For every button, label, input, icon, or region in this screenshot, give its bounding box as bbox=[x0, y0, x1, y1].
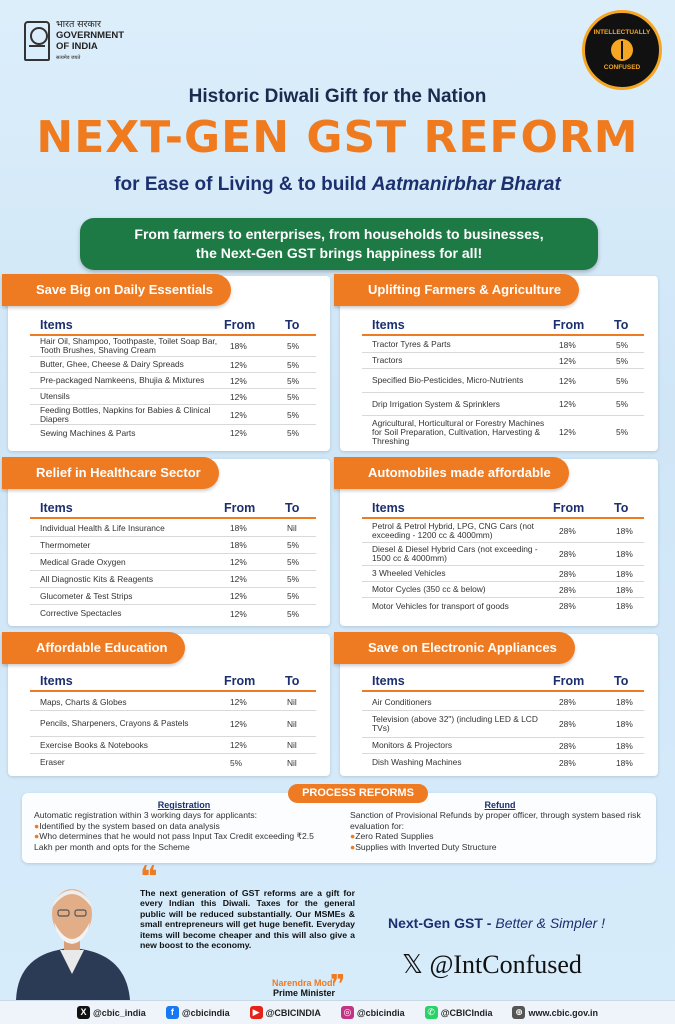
table-row bbox=[30, 711, 316, 737]
column-header-from: From bbox=[224, 501, 256, 515]
table-row bbox=[362, 416, 644, 448]
rate-from: 28% bbox=[559, 568, 576, 579]
rate-to: 5% bbox=[287, 359, 300, 370]
item-name: Television (above 32") (including LED & LCD TVs) bbox=[372, 714, 538, 733]
rate-to: 18% bbox=[616, 697, 633, 707]
rate-to: 18% bbox=[616, 757, 633, 768]
rate-from: 12% bbox=[230, 391, 247, 402]
column-headers bbox=[30, 672, 316, 692]
rate-to: 5% bbox=[287, 608, 300, 619]
section-title: Relief in Healthcare Sector bbox=[2, 457, 219, 489]
item-name: Agricultural, Horticultural or Forestry Machines for Soil Preparation, Cultivation, Harvesting & Threshing bbox=[372, 417, 545, 446]
rate-to: 18% bbox=[616, 601, 633, 611]
registration-heading: Registration bbox=[157, 800, 211, 810]
item-name: Specified Bio-Pesticides, Micro-Nutrients bbox=[372, 375, 524, 385]
process-reforms-title: PROCESS REFORMS bbox=[288, 784, 428, 803]
main-title: NEXT-GEN GST REFORM bbox=[36, 112, 639, 163]
column-header-to: To bbox=[614, 318, 629, 332]
refund-point: ●Supplies with Inverted Duty Structure bbox=[350, 841, 497, 852]
item-name: Corrective Spectacles bbox=[40, 608, 122, 618]
rate-to: 5% bbox=[616, 399, 629, 409]
column-header-from: From bbox=[553, 674, 585, 688]
table-row bbox=[30, 336, 316, 357]
item-name: Drip Irrigation System & Sprinklers bbox=[372, 398, 500, 409]
section-card bbox=[340, 276, 658, 451]
social-handle: @cbicindia bbox=[181, 1007, 230, 1018]
social-handle: @cbicindia bbox=[356, 1007, 405, 1018]
registration-point: ●Identified by the system based on data analysis bbox=[34, 820, 220, 831]
social-footer bbox=[0, 1000, 675, 1024]
column-headers bbox=[362, 672, 644, 692]
rate-from: 12% bbox=[230, 428, 247, 438]
banner-line1: From farmers to enterprises, from households to businesses, bbox=[134, 226, 544, 242]
item-name: Diesel & Diesel Hybrid Cars (not exceeding - 1500 cc & 4000mm) bbox=[372, 544, 538, 563]
column-header-items: Items bbox=[372, 318, 405, 332]
registration-block bbox=[34, 800, 334, 852]
rate-from: 12% bbox=[559, 399, 576, 409]
rate-from: 28% bbox=[559, 740, 576, 751]
quote-signer bbox=[255, 978, 335, 998]
registration-intro: Automatic registration within 3 working days for applicants: bbox=[34, 810, 258, 820]
table-row bbox=[30, 425, 316, 441]
watermark: 𝕏 @IntConfused bbox=[402, 950, 582, 979]
social-handle: @CBICIndia bbox=[440, 1007, 493, 1018]
table-row bbox=[30, 754, 316, 771]
national-emblem-icon bbox=[24, 21, 50, 61]
column-header-to: To bbox=[285, 674, 300, 688]
rate-to: 5% bbox=[287, 557, 300, 567]
pm-quote: The next generation of GST reforms are a gift for every Indian this Diwali. Taxes for the general public will be reduced substantially. Our MSMEs & small entrepreneurs will get huge benefit. Everyday items will become cheaper and this will also give a new boost to the economy. bbox=[140, 888, 355, 951]
section-card bbox=[340, 459, 658, 626]
table-row bbox=[362, 353, 644, 369]
item-name: Butter, Ghee, Cheese & Dairy Spreads bbox=[40, 359, 184, 369]
item-name: Sewing Machines & Parts bbox=[40, 427, 136, 438]
table-row bbox=[30, 737, 316, 754]
badge-bottom-text: CONFUSED bbox=[603, 64, 641, 71]
rate-to: 5% bbox=[287, 341, 300, 351]
rate-from: 12% bbox=[230, 608, 247, 619]
table-row bbox=[362, 519, 644, 543]
section-title: Automobiles made affordable bbox=[334, 457, 569, 489]
rate-to: Nil bbox=[287, 757, 297, 768]
rate-from: 12% bbox=[230, 375, 247, 386]
rate-from: 18% bbox=[230, 523, 247, 533]
item-name: Medical Grade Oxygen bbox=[40, 556, 126, 567]
rate-rows bbox=[362, 694, 644, 771]
column-header-items: Items bbox=[40, 501, 73, 515]
rate-from: 28% bbox=[559, 525, 576, 536]
rate-from: 18% bbox=[230, 341, 247, 351]
section-card bbox=[8, 459, 330, 626]
closing-tagline bbox=[388, 915, 605, 931]
table-row bbox=[30, 694, 316, 711]
section-title: Affordable Education bbox=[2, 632, 185, 664]
rate-rows bbox=[362, 519, 644, 614]
kicker-title: Historic Diwali Gift for the Nation bbox=[188, 86, 487, 107]
column-headers bbox=[30, 316, 316, 336]
subtitle-plain: for Ease of Living & to build bbox=[114, 174, 372, 195]
gov-line2: OF INDIA bbox=[56, 40, 98, 52]
rate-to: Nil bbox=[287, 718, 297, 729]
section-title: Save Big on Daily Essentials bbox=[2, 274, 231, 306]
rate-to: 5% bbox=[287, 540, 300, 550]
social-handle: @cbic_india bbox=[93, 1007, 146, 1018]
rate-from: 28% bbox=[559, 697, 576, 707]
column-header-to: To bbox=[285, 318, 300, 332]
table-row bbox=[362, 566, 644, 582]
intellectually-confused-badge bbox=[582, 10, 662, 90]
social-link[interactable] bbox=[77, 1006, 146, 1019]
column-header-from: From bbox=[553, 501, 585, 515]
tagline-italic: Better & Simpler ! bbox=[495, 915, 606, 931]
item-name: Monitors & Projectors bbox=[372, 740, 453, 750]
item-name: Maps, Charts & Globes bbox=[40, 696, 127, 707]
rate-to: 5% bbox=[616, 427, 629, 437]
item-name: Tractor Tyres & Parts bbox=[372, 339, 451, 349]
rate-from: 12% bbox=[230, 697, 247, 707]
item-name: Air Conditioners bbox=[372, 696, 432, 707]
rate-from: 28% bbox=[559, 757, 576, 768]
rate-to: Nil bbox=[287, 697, 297, 707]
section-title: Save on Electronic Appliances bbox=[334, 632, 575, 664]
table-row bbox=[30, 554, 316, 571]
table-row bbox=[362, 754, 644, 771]
rate-from: 12% bbox=[230, 557, 247, 567]
section-card bbox=[8, 634, 330, 776]
table-row bbox=[30, 520, 316, 537]
refund-block bbox=[350, 800, 650, 852]
item-name: Glucometer & Test Strips bbox=[40, 590, 133, 601]
social-link[interactable] bbox=[341, 1006, 405, 1019]
column-header-from: From bbox=[224, 674, 256, 688]
item-name: 3 Wheeled Vehicles bbox=[372, 568, 446, 578]
quote-mark-icon: ❝ bbox=[140, 861, 158, 894]
table-row bbox=[362, 543, 644, 566]
rate-to: 18% bbox=[616, 719, 633, 729]
column-header-items: Items bbox=[372, 674, 405, 688]
item-name: Thermometer bbox=[40, 539, 91, 550]
column-header-to: To bbox=[614, 501, 629, 515]
rate-to: 5% bbox=[287, 428, 300, 438]
item-name: Petrol & Petrol Hybrid, LPG, CNG Cars (not exceeding - 1200 cc & 4000mm) bbox=[372, 520, 534, 540]
subtitle bbox=[0, 174, 675, 196]
rate-from: 12% bbox=[230, 574, 247, 584]
rate-from: 12% bbox=[230, 740, 247, 750]
rate-to: 5% bbox=[616, 339, 629, 350]
rate-rows bbox=[362, 337, 644, 448]
table-row bbox=[30, 405, 316, 425]
rate-from: 5% bbox=[230, 757, 243, 768]
column-header-from: From bbox=[224, 318, 256, 332]
rate-from: 12% bbox=[230, 409, 247, 420]
rate-from: 18% bbox=[230, 540, 247, 550]
rate-to: Nil bbox=[287, 523, 297, 533]
column-header-items: Items bbox=[40, 318, 73, 332]
prime-minister-portrait bbox=[8, 870, 136, 1000]
rate-to: 5% bbox=[616, 355, 629, 366]
registration-point: ●Who determines that he would not pass Input Tax Credit exceeding ₹2.5 Lakh per month and opts for the Scheme bbox=[34, 831, 314, 852]
table-row bbox=[362, 694, 644, 711]
rate-to: 18% bbox=[616, 549, 633, 559]
rate-to: Nil bbox=[287, 740, 297, 750]
tagline-banner bbox=[80, 218, 598, 270]
rate-from: 28% bbox=[559, 584, 576, 595]
item-name: Feeding Bottles, Napkins for Babies & Clinical Diapers bbox=[40, 404, 211, 424]
item-name: Tractors bbox=[372, 355, 403, 365]
rate-rows bbox=[30, 336, 316, 441]
whatsapp-icon: ✆ bbox=[425, 1006, 438, 1019]
refund-point: ●Zero Rated Supplies bbox=[350, 831, 434, 841]
process-reforms-panel bbox=[22, 787, 656, 863]
section-card bbox=[8, 276, 330, 451]
rate-to: 18% bbox=[616, 740, 633, 751]
facebook-icon: f bbox=[166, 1006, 179, 1019]
column-header-items: Items bbox=[40, 674, 73, 688]
column-header-items: Items bbox=[372, 501, 405, 515]
item-name: Hair Oil, Shampoo, Toothpaste, Toilet Soap Bar, Tooth Brushes, Shaving Cream bbox=[40, 336, 218, 355]
table-row bbox=[362, 337, 644, 353]
item-name: Eraser bbox=[40, 757, 65, 767]
rate-from: 28% bbox=[559, 549, 576, 559]
table-row bbox=[362, 598, 644, 614]
rate-to: 5% bbox=[287, 391, 300, 402]
social-handle: www.cbic.gov.in bbox=[528, 1007, 598, 1018]
rate-from: 28% bbox=[559, 601, 576, 611]
table-row bbox=[30, 389, 316, 405]
government-of-india-logo bbox=[24, 18, 144, 64]
table-row bbox=[30, 605, 316, 622]
column-header-from: From bbox=[553, 318, 585, 332]
badge-top-text: INTELLECTUALLY bbox=[593, 29, 651, 36]
table-row bbox=[30, 588, 316, 605]
refund-intro: Sanction of Provisional Refunds by proper officer, through system based risk evaluation for: bbox=[350, 810, 641, 831]
section-card bbox=[340, 634, 658, 776]
item-name: Individual Health & Life Insurance bbox=[40, 522, 165, 533]
refund-heading: Refund bbox=[484, 800, 516, 810]
gov-line1: GOVERNMENT bbox=[56, 29, 125, 41]
social-link[interactable] bbox=[425, 1006, 493, 1019]
column-headers bbox=[362, 316, 644, 336]
item-name: Pre-packaged Namkeens, Bhujia & Mixtures bbox=[40, 375, 205, 385]
emblem-motto: सत्यमेव जयते bbox=[56, 54, 81, 61]
rate-from: 18% bbox=[559, 339, 576, 350]
table-row bbox=[30, 373, 316, 389]
social-link[interactable] bbox=[512, 1006, 598, 1019]
table-row bbox=[362, 369, 644, 393]
instagram-icon: ◎ bbox=[341, 1006, 354, 1019]
item-name: Utensils bbox=[40, 391, 70, 401]
item-name: All Diagnostic Kits & Reagents bbox=[40, 573, 154, 584]
section-title: Uplifting Farmers & Agriculture bbox=[334, 274, 579, 306]
column-header-to: To bbox=[614, 674, 629, 688]
quote-close-icon: ❞ bbox=[330, 969, 346, 999]
rate-to: 18% bbox=[616, 525, 633, 536]
rate-from: 12% bbox=[559, 427, 576, 437]
gov-hindi: भारत सरकार bbox=[56, 18, 102, 30]
rate-to: 18% bbox=[616, 568, 633, 579]
rate-to: 5% bbox=[287, 591, 300, 601]
item-name: Exercise Books & Notebooks bbox=[40, 739, 148, 750]
item-name: Motor Vehicles for transport of goods bbox=[372, 600, 509, 611]
item-name: Pencils, Sharpeners, Crayons & Pastels bbox=[40, 718, 189, 728]
rate-rows bbox=[30, 520, 316, 622]
signer-name: Narendra Modi bbox=[271, 978, 335, 988]
rate-from: 12% bbox=[559, 375, 576, 386]
rate-from: 28% bbox=[559, 719, 576, 729]
brain-icon bbox=[611, 39, 633, 61]
tagline-bold: Next-Gen GST - bbox=[388, 915, 496, 931]
social-handle: @CBICINDIA bbox=[265, 1007, 321, 1018]
signer-role: Prime Minister bbox=[272, 988, 335, 998]
item-name: Dish Washing Machines bbox=[372, 757, 462, 767]
item-name: Motor Cycles (350 cc & below) bbox=[372, 584, 486, 594]
rate-from: 12% bbox=[230, 718, 247, 729]
rate-to: 18% bbox=[616, 584, 633, 595]
banner-line2: the Next-Gen GST brings happiness for all! bbox=[195, 245, 483, 261]
social-link[interactable] bbox=[166, 1006, 230, 1019]
table-row bbox=[30, 537, 316, 554]
table-row bbox=[30, 571, 316, 588]
rate-rows bbox=[30, 694, 316, 771]
globe-icon: ⊕ bbox=[512, 1006, 525, 1019]
rate-to: 5% bbox=[287, 375, 300, 386]
rate-to: 5% bbox=[287, 409, 300, 420]
rate-to: 5% bbox=[616, 375, 629, 386]
rate-from: 12% bbox=[230, 359, 247, 370]
social-link[interactable] bbox=[250, 1006, 321, 1019]
youtube-icon: ▶ bbox=[250, 1006, 263, 1019]
table-row bbox=[362, 582, 644, 598]
table-row bbox=[362, 393, 644, 416]
table-row bbox=[362, 738, 644, 754]
column-headers bbox=[30, 499, 316, 519]
rate-from: 12% bbox=[230, 591, 247, 601]
rate-from: 12% bbox=[559, 355, 576, 366]
rate-to: 5% bbox=[287, 574, 300, 584]
x-icon: X bbox=[77, 1006, 90, 1019]
table-row bbox=[30, 357, 316, 373]
column-headers bbox=[362, 499, 644, 519]
table-row bbox=[362, 711, 644, 738]
subtitle-emphasis: Aatmanirbhar Bharat bbox=[371, 174, 561, 195]
column-header-to: To bbox=[285, 501, 300, 515]
